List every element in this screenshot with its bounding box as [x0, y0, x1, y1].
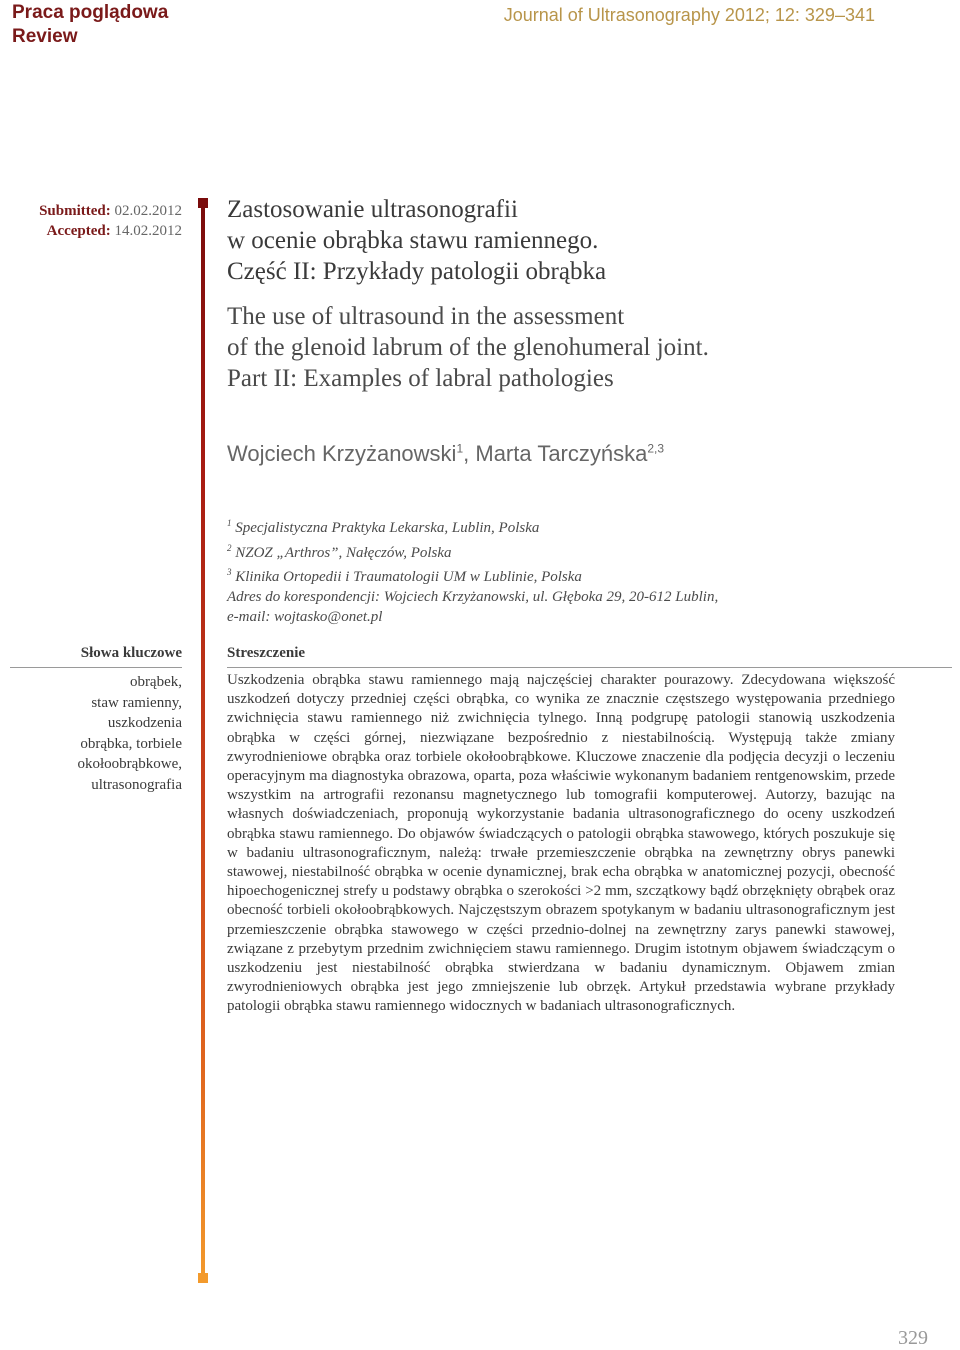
journal-citation: Journal of Ultrasonography 2012; 12: 329–341: [503, 5, 875, 25]
author-name: Wojciech Krzyżanowski: [227, 441, 457, 466]
title-polish-line: w ocenie obrąbka stawu ramiennego.: [227, 227, 599, 254]
affiliations: [227, 514, 927, 628]
title-polish-line: Część II: Przykłady patologii obrąbka: [227, 258, 607, 285]
affiliation-line: $^1$ Specjalistyczna Praktyka Lekarska, Lublin, Polska: [227, 518, 540, 536]
accent-square-top: [198, 198, 208, 208]
keyword-line: obrąbek,: [129, 674, 182, 690]
title-polish-line: Zastosowanie ultrasonografii: [227, 196, 518, 223]
article-type-polish: Praca poglądowa: [12, 2, 169, 23]
keyword-line: staw ramienny,: [91, 694, 182, 711]
keywords-list: [6, 672, 182, 795]
title-english-line: The use of ultrasound in the assessment: [227, 303, 625, 330]
abstract-text: Uszkodzenia obrąbka stawu ramiennego mają najczęściej charakter pourazowy. Zdecydowana większość uszkodzeń dotyczy przedniej części obrąbka, co wynika ze znacznie częstszego występowania przedniego zwichnięcia stawu ramiennego niż zwichnięcia tylnego. Inną podgrupę patologii stanowią uszkodzenia obrąbka w części górnej, niezwiązane bezpośrednio z niestabilnością. Występują także zmiany zwyrodnieniowe obrąbka oraz torbiele okołoobrąbkowe. Kluczowe znaczenie dla podjęcia decyzji o leczeniu operacyjnym ma diagnostyka obrazowa, oparta, poza właściwie wykonanym badaniem rentgenowskim, przede wszystkim na artrografii rezonansu magnetycznego lub tomografii komputerowej. Autorzy, bazując na własnych doświadczeniach, proponują wykorzystanie badania ultrasonograficznego do oceny uszkodzeń obrąbka stawu ramiennego. Do objawów świadczących o patologii obrąbka stawowego, których poszukuje się w badaniu ultrasonograficznym, należą: trwałe przemieszczenie obrąbka na zewnętrzny obrys panewki stawowej, niestabilność obrąbka w ocenie dynamicznej, brak echa obrąbka w anatomicznej pozycji, obecność hipoechogenicznej strefy u podstawy obrąbka o szerokości >2 mm, szczątkowy bądź obrzęknięty obrąbek oraz obecność torbieli okołoobrąbkowych. Najczęstszym obrazem spotykanym w badaniu ultrasonograficznym jest przemieszczenie obrąbka stawowego w części przednio-dolnej na zewnętrzny zarys panewki stawowej, związane z przebytym przednim zwichnięciem stawu ramiennego. Drugim istotnym objawem świadczącym o uszkodzeniu jest niestabilność obrąbka stwierdzana w badaniu dynamicznym. Objawem zmian zwyrodnieniowych obrąbka jest jego zmniejszenie lub obrzęk. Artykuł przedstawia wybrane przykłady patologii obrąbka stawu ramiennego widocznych w badaniach ultrasonograficznych.: [227, 672, 895, 1015]
affiliation-line: $^2$ NZOZ „Arthros”, Nałęczów, Polska: [227, 542, 452, 561]
keyword-line: obrąbka, torbiele: [80, 735, 182, 752]
correspondence-email: e-mail: wojtasko@onet.pl: [227, 608, 383, 625]
accepted-label: Accepted:: [46, 223, 111, 239]
keywords-heading: Słowa kluczowe: [80, 645, 182, 661]
authors: [227, 441, 664, 467]
correspondence-line: Adres do korespondencji: Wojciech Krzyżanowski, ul. Głęboka 29, 20-612 Lublin,: [227, 589, 719, 606]
accepted-value: 14.02.2012: [114, 223, 182, 239]
title-english: [227, 301, 927, 394]
vertical-accent-bar: [201, 207, 205, 1281]
keyword-line: ultrasonografia: [91, 776, 182, 793]
submitted-value: 02.02.2012: [114, 203, 182, 219]
title-english-line: of the glenoid labrum of the glenohumeral joint.: [227, 334, 709, 361]
author-affiliation-sup: 2,3: [647, 441, 665, 456]
title-english-line: Part II: Examples of labral pathologies: [227, 365, 614, 392]
accepted-line: [6, 221, 182, 241]
submitted-line: [6, 201, 182, 221]
submission-dates: [6, 201, 182, 241]
keyword-line: uszkodzenia: [107, 715, 182, 731]
affiliation-line: $^3$ Klinika Ortopedii i Traumatologii UM w Lublinie, Polska: [227, 567, 582, 586]
submitted-label: Submitted:: [39, 203, 111, 219]
abstract-heading: Streszczenie: [227, 645, 306, 661]
title-polish: [227, 194, 927, 287]
keywords-divider: [10, 667, 182, 668]
abstract-divider: [227, 667, 952, 668]
page-number: 329: [898, 1327, 928, 1349]
author-affiliation-sup: 1: [456, 441, 464, 456]
accent-square-bottom: [198, 1273, 208, 1283]
keyword-line: okołoobrąbkowe,: [77, 756, 182, 772]
author-name: , Marta Tarczyńska: [463, 441, 648, 466]
article-type-english: Review: [12, 26, 78, 47]
